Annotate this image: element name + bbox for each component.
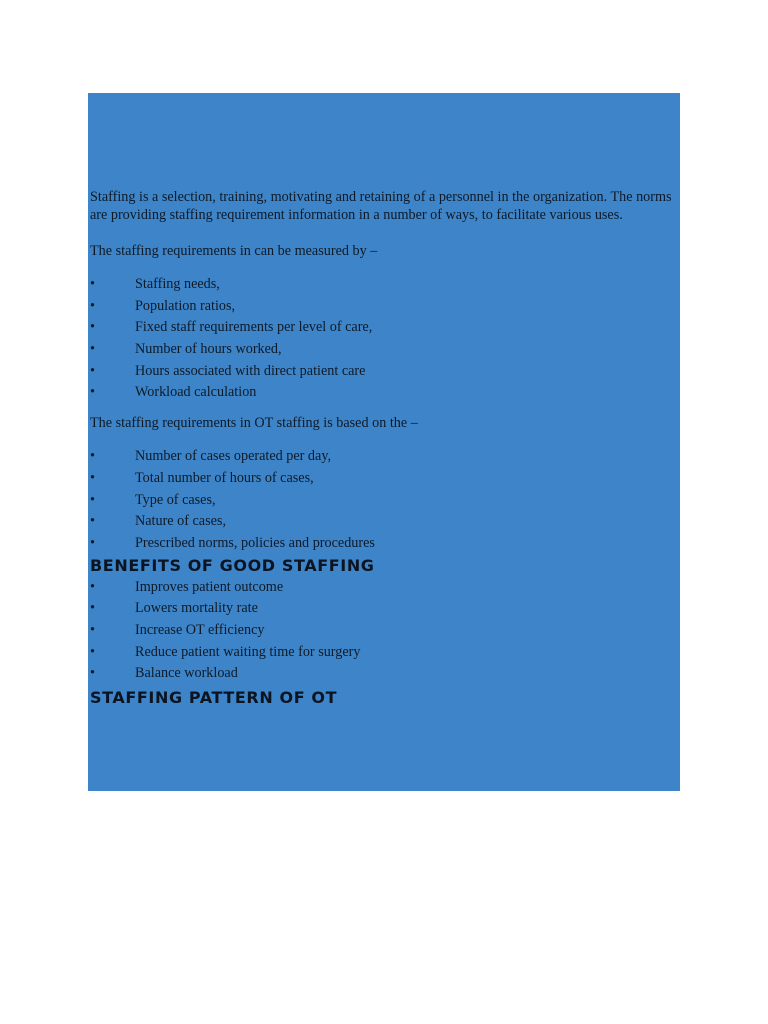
bullet-icon: • [90,665,95,682]
list-item [90,533,678,555]
list-item [90,296,678,318]
list-item [90,577,678,599]
list-item-text: Staffing needs, [135,276,220,292]
bullet-icon: • [90,319,95,336]
list-item-text: Type of cases, [135,491,216,508]
list-item-text: Number of cases operated per day, [135,448,332,465]
list-item [90,274,678,296]
list-item-text: Balance workload [135,665,238,682]
measure-list [90,274,678,404]
content-panel [88,93,680,791]
list-item-text: Fixed staff requirements per level of care, [135,319,373,336]
list-item [90,642,678,664]
list-item-text: Total number of hours of cases, [135,469,314,486]
list-item [90,382,678,404]
list-item [90,361,678,383]
bullet-icon: • [90,362,95,379]
list-item-text: Population ratios, [135,297,236,314]
list-item [90,339,678,361]
bullet-icon: • [90,276,95,292]
list-item-text: Lowers mortality rate [135,600,258,617]
list-item [90,490,678,512]
ot-lead-paragraph: The staffing requirements in OT staffing is based on the – [90,415,418,432]
bullet-icon: • [90,513,95,530]
list-item-text: Prescribed norms, policies and procedures [135,534,375,551]
bullet-icon: • [90,469,95,486]
list-item-text: Workload calculation [135,384,257,401]
bullet-icon: • [90,491,95,508]
list-item [90,663,678,685]
bullet-icon: • [90,534,95,551]
list-item-text: Number of hours worked, [135,341,282,358]
list-item-text: Nature of cases, [135,513,226,530]
measure-lead-paragraph: The staffing requirements in can be measured by – [90,243,378,259]
document-body [90,188,678,709]
staffing-pattern-heading: STAFFING PATTERN OF OT [90,688,338,707]
list-item [90,598,678,620]
ot-basis-list [90,446,678,554]
list-item-text: Reduce patient waiting time for surgery [135,643,361,660]
bullet-icon: • [90,578,95,595]
list-item [90,446,678,468]
bullet-icon: • [90,448,95,465]
bullet-icon: • [90,600,95,617]
bullet-icon: • [90,643,95,660]
benefits-list [90,577,678,685]
list-item [90,468,678,490]
bullet-icon: • [90,297,95,314]
list-item [90,317,678,339]
list-item-text: Increase OT efficiency [135,621,265,638]
benefits-heading: BENEFITS OF GOOD STAFFING [90,555,375,575]
list-item [90,620,678,642]
list-item-text: Hours associated with direct patient care [135,362,366,379]
list-item [90,511,678,533]
intro-paragraph: Staffing is a selection, training, motivating and retaining of a personnel in the organization. The norms are providing staffing requirement information in a number of ways, to facilitate various uses. [90,189,672,223]
bullet-icon: • [90,621,95,638]
list-item-text: Improves patient outcome [135,578,284,595]
bullet-icon: • [90,384,95,401]
bullet-icon: • [90,341,95,358]
